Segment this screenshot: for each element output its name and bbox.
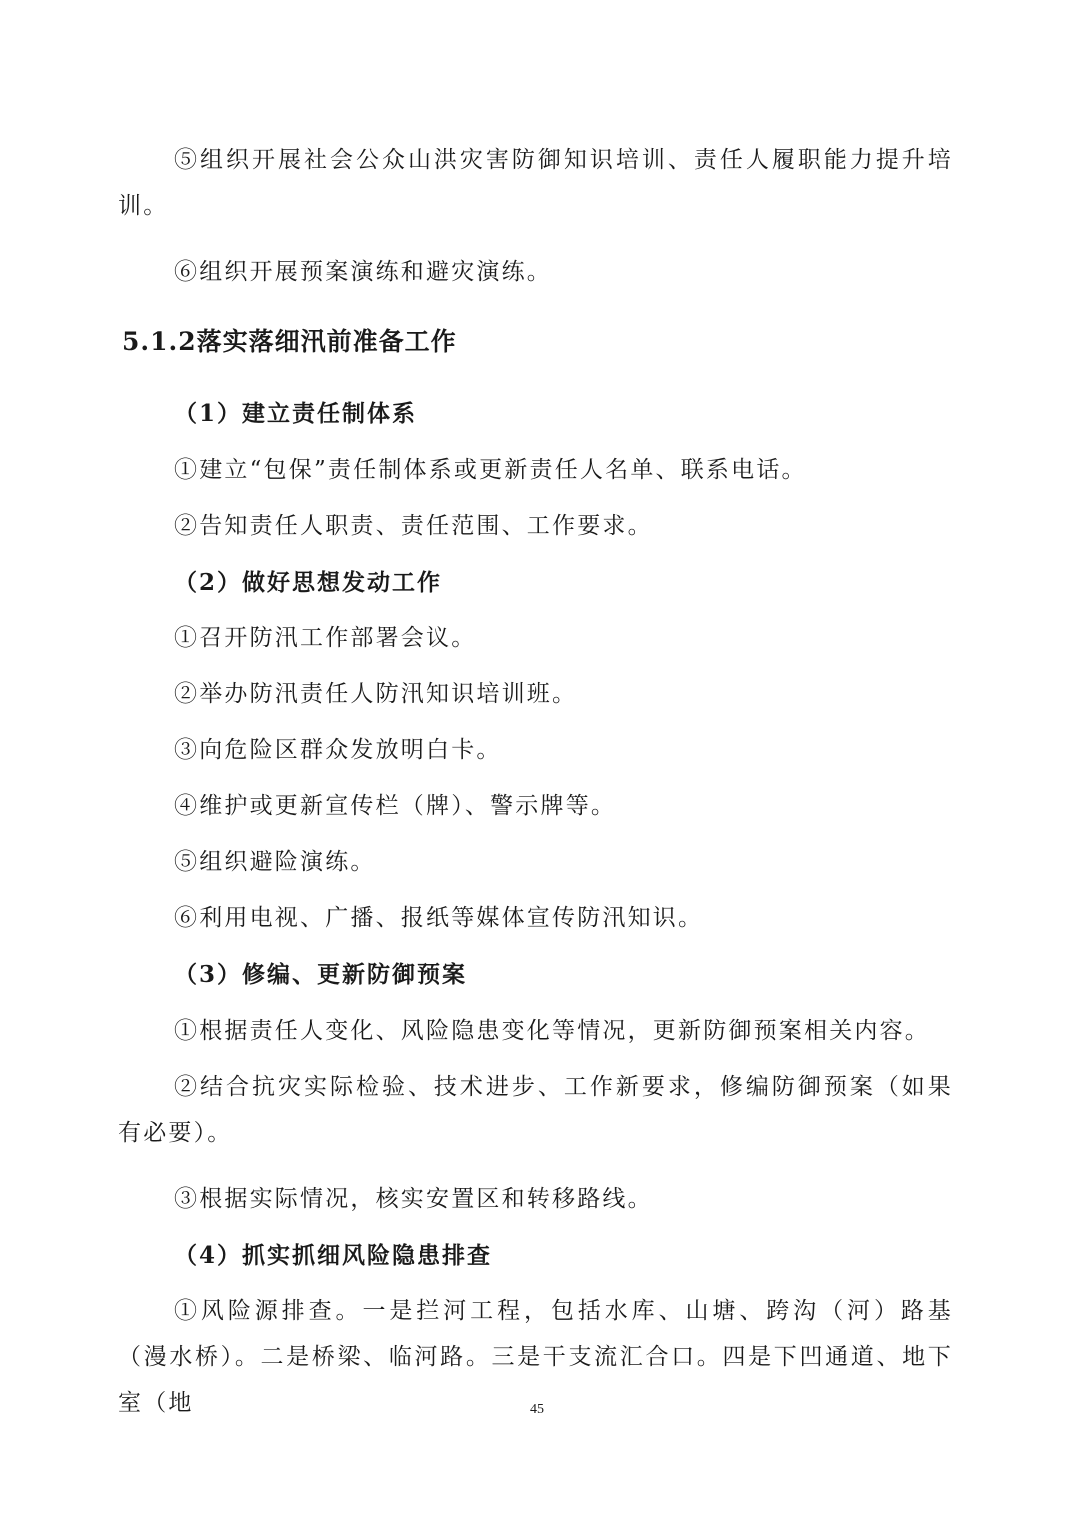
list-item: ①建立“包保”责任制体系或更新责任人名单、联系电话。 [174,457,807,483]
paragraph-drills: ⑥组织开展预案演练和避灾演练。 [174,259,552,285]
list-item: ④维护或更新宣传栏（牌）、警示牌等。 [174,793,617,819]
list-item: ①召开防汛工作部署会议。 [174,625,477,651]
paragraph-training: ⑤组织开展社会公众山洪灾害防御知识培训、责任人履职能力提升培训。 [118,147,953,219]
page-number: 45 [530,1402,544,1417]
list-item: ⑥利用电视、广播、报纸等媒体宣传防汛知识。 [174,905,704,931]
list-item: ①风险源排查。一是拦河工程，包括水库、山塘、跨沟（河）路基（漫水桥）。二是桥梁、临河路。三是干支流汇合口。四是下凹通道、地下室（地 [118,1298,953,1416]
section-heading: 5.1.2落实落细汛前准备工作 [122,327,457,356]
list-item: ②举办防汛责任人防汛知识培训班。 [174,681,578,707]
list-item: ⑤组织避险演练。 [174,849,376,875]
list-item: ①根据责任人变化、风险隐患变化等情况，更新防御预案相关内容。 [174,1018,930,1044]
list-item: ②结合抗灾实际检验、技术进步、工作新要求，修编防御预案（如果有必要）。 [118,1074,953,1146]
subsection-heading-1: （1）建立责任制体系 [174,400,418,427]
subsection-heading-4: （4）抓实抓细风险隐患排查 [174,1242,493,1269]
subsection-heading-2: （2）做好思想发动工作 [174,569,443,596]
subsection-heading-3: （3）修编、更新防御预案 [174,961,468,988]
list-item: ②告知责任人职责、责任范围、工作要求。 [174,513,653,539]
list-item: ③根据实际情况，核实安置区和转移路线。 [174,1186,653,1212]
list-item: ③向危险区群众发放明白卡。 [174,737,502,763]
